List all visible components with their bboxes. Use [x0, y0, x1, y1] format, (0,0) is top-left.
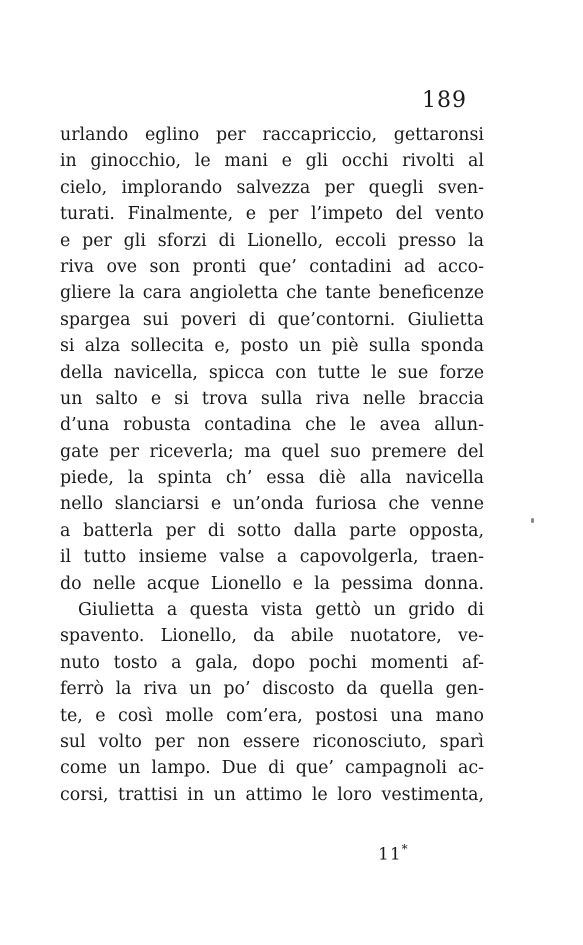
text-line: te, e così molle com’era, postosi una mano — [60, 705, 484, 726]
signature-mark — [378, 842, 409, 865]
text-line: cielo, implorando salvezza per quegli sven- — [60, 177, 484, 198]
text-line: gate per riceverla; ma quel suo premere del — [60, 441, 484, 462]
text-line: gliere la cara angioletta che tante beneficenze — [60, 283, 484, 304]
text-line: della navicella, spicca con tutte le sue forze — [60, 362, 484, 383]
text-line: sul volto per non essere riconosciuto, sparì — [60, 731, 484, 752]
body-text — [60, 122, 484, 808]
text-line: nuto tosto a gala, dopo pochi momenti af- — [60, 652, 484, 673]
text-line: piede, la spinta ch’ essa diè alla navicella — [60, 468, 484, 489]
text-line: spavento. Lionello, da abile nuotatore, ve- — [60, 626, 484, 647]
signature-number: 11 — [378, 844, 402, 865]
text-line: do nelle acque Lionello e la pessima donna. — [60, 573, 484, 594]
text-line: d’una robusta contadina che le avea allun- — [60, 415, 484, 436]
paper-speck — [531, 518, 534, 523]
text-line: urlando eglino per raccapriccio, gettaronsi — [60, 125, 484, 145]
text-line: spargea sui poveri di que’contorni. Giulietta — [60, 309, 484, 330]
signature-star: * — [401, 842, 409, 856]
text-line: un salto e si trova sulla riva nelle braccia — [60, 388, 484, 409]
text-line: come un lampo. Due di que’ campagnoli ac- — [60, 758, 484, 779]
text-line: corsi, trattisi in un attimo le loro vestimenta, — [60, 784, 484, 805]
text-line: in ginocchio, le mani e gli occhi rivolti al — [60, 151, 484, 172]
text-line: si alza sollecita e, posto un piè sulla sponda — [60, 336, 484, 357]
text-line: ferrò la riva un po’ discosto da quella gen- — [60, 679, 484, 700]
text-line: nello slanciarsi e un’onda furiosa che venne — [60, 494, 484, 515]
text-line: il tutto insieme valse a capovolgerla, traen- — [60, 547, 484, 568]
text-line: Giulietta a questa vista gettò un grido di — [78, 600, 484, 621]
text-line: riva ove son pronti que’ contadini ad acco- — [60, 256, 484, 277]
text-line: e per gli sforzi di Lionello, eccoli presso la — [60, 230, 484, 251]
text-line: a batterla per di sotto dalla parte opposta, — [60, 520, 484, 541]
text-line: turati. Finalmente, e per l’impeto del vento — [60, 204, 484, 225]
page-number: 189 — [422, 88, 467, 113]
